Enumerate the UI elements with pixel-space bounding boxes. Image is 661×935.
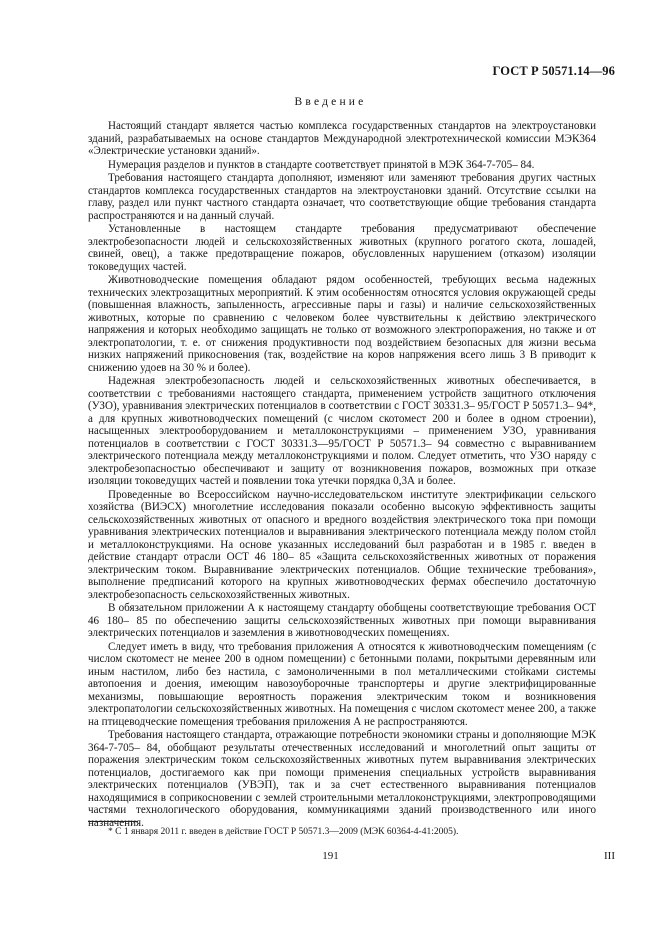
paragraph: Требования настоящего стандарта дополняют, изменяют или заменяют требования других частных стандартов комплекса государственных стандартов на электроустановки зданий. Отсутствие ссылки на главу, раздел или пункт частного стандарта означает, что соответствующие общие требования стандарта распространяются и на данный случай.: [88, 172, 596, 222]
paragraph: В обязательном приложении А к настоящему стандарту обобщены соответствующие требования ОСТ 46 180– 85 по обеспечению защиты сельскохозяйственных животных при помощи выравнивания электрических потенциалов и заземления в животноводческих помещениях.: [88, 602, 596, 639]
paragraph: Надежная электробезопасность людей и сельскохозяйственных животных обеспечивается, в соответствии с требованиями настоящего стандарта, применением устройств защитного отключения (УЗО), уравнивания электрических потенциалов в соответствии с ГОСТ 30331.3– 95/ГОСТ Р 50571.3– 94*, а для крупных животноводческих помещений (с числом скотомест 200 и более в одном строении), насыщенных электрооборудованием и металлоконструкциями – применением УЗО, уравнивания потенциалов в соответствии с ГОСТ 30331.3—95/ГОСТ Р 50571.3– 94 совместно с выравниванием электрического потенциала между металлоконструкциями и полом. Следует отметить, что УЗО наряду с электробезопасностью обеспечивают и защиту от возникновения пожаров, возможных при отказе изоляции токоведущих частей и появлении тока утечки порядка 0,3А и более.: [88, 375, 596, 487]
footnote-divider: [88, 821, 138, 822]
paragraph: Животноводческие помещения обладают рядом особенностей, требующих весьма надежных технических электрозащитных мероприятий. К этим особенностям относятся условия окружающей среды (повышенная влажность, запыленность, агрессивные пары и газы) и наличие сельскохозяйственных животных, которые по сравнению с человеком более чувствительны к действию электрического напряжения и которых необходимо защищать не только от возможного электропоражения, но также и от электропатологии, т. е. от снижения продуктивности под воздействием безопасных для жизни весьма низких напряжений прикосновения (так, воздействие на коров напряжения всего лишь 3 В приводит к снижению удоев на 30 % и более).: [88, 274, 596, 374]
paragraph: Проведенные во Всероссийском научно-исследовательском институте электрификации сельского хозяйства (ВИЭСХ) многолетние исследования показали особенно высокую эффективность защиты сельскохозяйственных животных от опасного и вредного воздействия электрического тока при помощи уравнивания электрических потенциалов и выравнивания электрического потенциала между полом стойл и металлоконструкциями. На основе указанных исследований был разработан и в 1985 г. введен в действие стандарт отрасли ОСТ 46 180– 85 «Защита сельскохозяйственных животных от поражения электрическим током. Выравнивание электрических потенциалов. Общие технические требования», выполнение предписаний которого на крупных животноводческих фермах обеспечило достаточную электробезопасность сельскохозяйственных животных.: [88, 488, 596, 601]
paragraph: Следует иметь в виду, что требования приложения А относятся к животноводческим помещениям (с числом скотомест не менее 200 в одном помещении) с бетонными полами, покрытыми деревянным или иным настилом, либо без настила, с замоноличенными в пол металлическими стойками системы автопоения и доения, имеющим навозоуборочные транспортеры и другие электрифицированные механизмы, повышающие вероятность поражения электрическим током и возникновения электропатологии сельскохозяйственных животных. На помещения с числом скотомест менее 200, а также на птицеводческие помещения требования приложения А не распространяются.: [88, 640, 596, 728]
page-number: 191: [322, 850, 339, 862]
paragraph: Требования настоящего стандарта, отражающие потребности экономики страны и дополняющие МЭК 364-7-705– 84, обобщают результаты отечественных исследований и многолетний опыт защиты от поражения электрическим током сельскохозяйственных животных путем выравнивания электрических потенциалов, достигаемого как при помощи применения специальных устройств выравнивания электрических потенциалов (УВЭП), так и за счет естественного выравнивания потенциалов находящимися в соприкосновении с землей строительными металлоконструкциями, электропроводящими частями технологического оборудования, коммуникациями зданий производственного или иного назначения.: [88, 729, 596, 829]
paragraph: Настоящий стандарт является частью комплекса государственных стандартов на электроустановки зданий, разрабатываемых на основе стандартов Международной электротехнической комиссии МЭК364 «Электрические установки зданий».: [88, 120, 596, 157]
document-body: [88, 120, 596, 830]
paragraph: Нумерация разделов и пунктов в стандарте соответствует принятой в МЭК 364-7-705– 84.: [108, 158, 535, 171]
roman-page-number: III: [604, 850, 615, 862]
paragraph: Установленные в настоящем стандарте требования предусматривают обеспечение электробезопасности людей и сельскохозяйственных животных (крупного рогатого скота, лошадей, свиней, овец), а также предотвращение пожаров, обусловленных нарушением (отказом) изоляции токоведущих частей.: [88, 223, 596, 273]
standard-code-header: ГОСТ Р 50571.14—96: [492, 64, 615, 78]
footnote: * С 1 января 2011 г. введен в действие ГОСТ Р 50571.3—2009 (МЭК 60364-4-41:2005).: [108, 827, 459, 837]
section-title: Введение: [294, 96, 367, 108]
